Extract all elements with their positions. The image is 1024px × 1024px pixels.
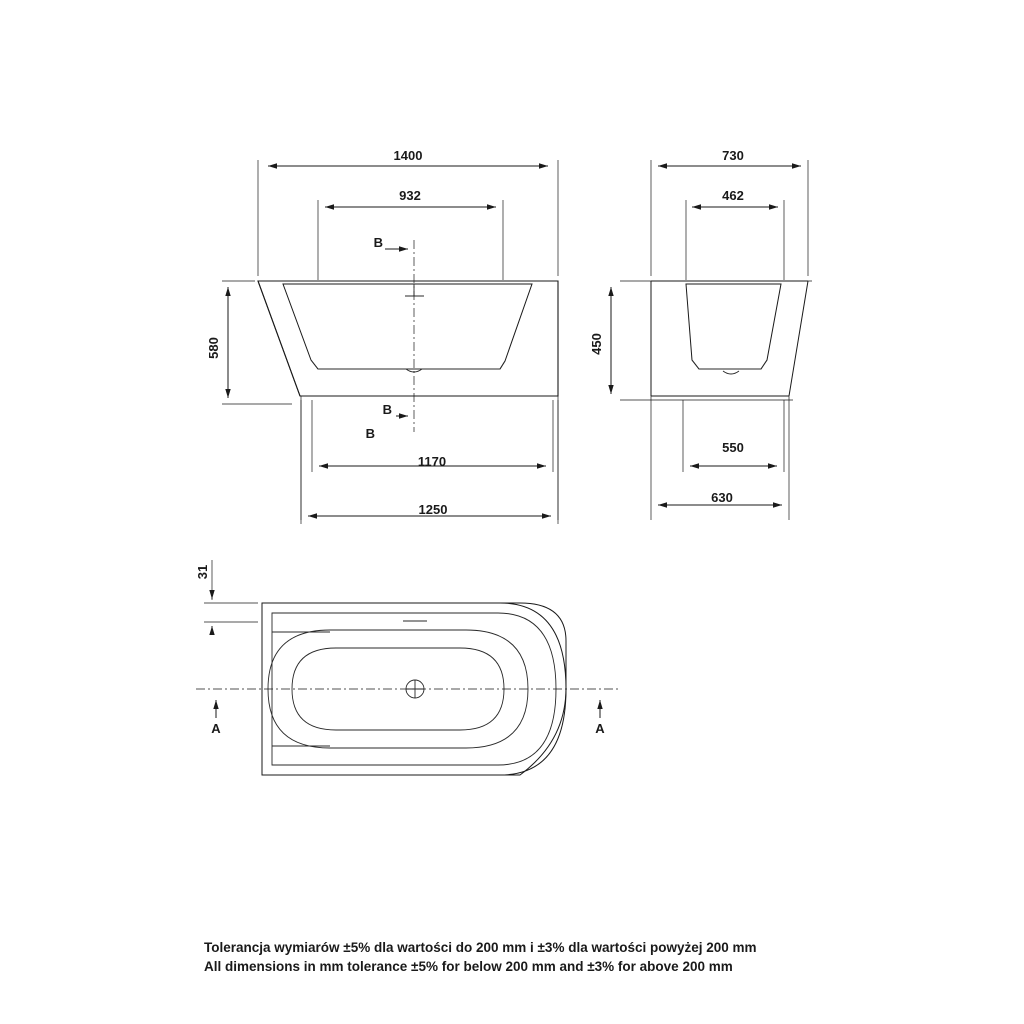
dim-side-height: 450 <box>589 333 604 355</box>
section-mark-b-mid: B <box>382 402 392 417</box>
note-line-english: All dimensions in mm tolerance ±5% for below 200 mm and ±3% for above 200 mm <box>204 959 733 974</box>
front-elevation-view <box>206 148 558 524</box>
section-mark-b-bottom: B <box>365 426 375 441</box>
dim-front-width: 1400 <box>393 148 423 163</box>
tolerance-notes <box>204 938 844 976</box>
dim-side-inner-depth: 462 <box>722 188 744 203</box>
note-line-polish: Tolerancja wymiarów ±5% dla wartości do 200 mm i ±3% dla wartości powyżej 200 mm <box>204 940 757 955</box>
dim-side-base-outer: 630 <box>711 490 733 505</box>
section-mark-b-top: B <box>373 235 383 250</box>
dim-side-depth: 730 <box>722 148 744 163</box>
dim-front-base-inner: 1170 <box>417 454 447 469</box>
top-plan-view <box>195 560 620 775</box>
section-mark-a-right: A <box>595 721 605 736</box>
section-mark-a-left: A <box>211 721 221 736</box>
dim-front-height: 580 <box>206 337 221 359</box>
dim-side-base-inner: 550 <box>722 440 744 455</box>
side-elevation-view <box>589 148 812 520</box>
dim-front-inner-width: 932 <box>399 188 421 203</box>
dim-top-rim-thickness: 31 <box>195 564 210 580</box>
dim-front-base-outer: 1250 <box>418 502 448 517</box>
